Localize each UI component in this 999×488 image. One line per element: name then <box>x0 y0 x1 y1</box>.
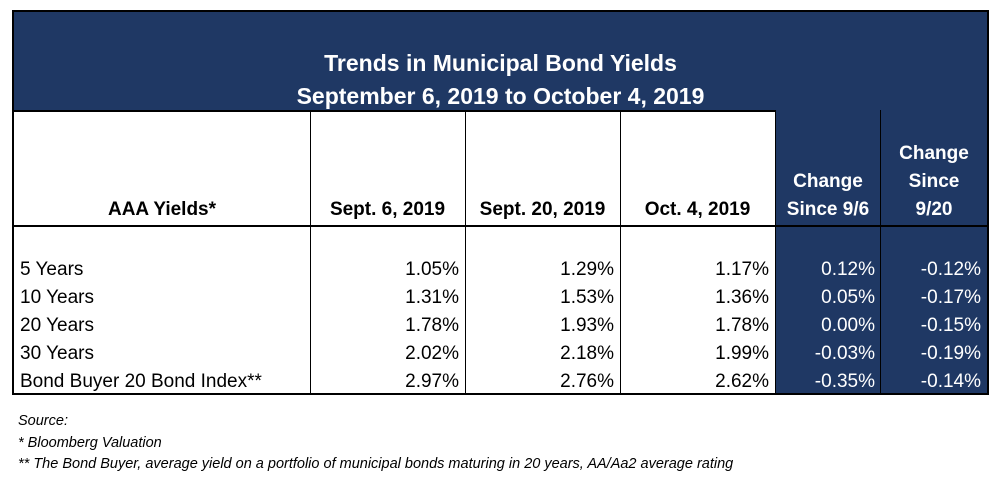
header-separator <box>14 225 987 227</box>
source-label: Source: <box>18 413 68 429</box>
column-header-change-since-9-6-line1: Change <box>793 171 863 192</box>
cell-change-since-9-20: -0.19% <box>920 343 981 364</box>
column-header-sept-20: Sept. 20, 2019 <box>479 199 606 220</box>
footnotes <box>18 411 733 476</box>
footnote-bloomberg: * Bloomberg Valuation <box>18 434 162 451</box>
cell-sept-6: 2.97% <box>405 371 459 392</box>
cell-oct-4: 1.17% <box>715 259 769 280</box>
cell-sept-6: 1.05% <box>405 259 459 280</box>
row-label: 5 Years <box>20 259 84 280</box>
cell-sept-6: 2.02% <box>405 343 459 364</box>
column-header-change-since-9-20-line3: 9/20 <box>915 199 953 220</box>
row-label: 10 Years <box>20 287 94 308</box>
cell-change-since-9-6: -0.35% <box>814 371 875 392</box>
footnote-bond-buyer: ** The Bond Buyer, average yield on a portfolio of municipal bonds maturing in 20 years, AA/Aa2 average rating <box>18 456 734 472</box>
table-title: Trends in Municipal Bond Yields <box>324 50 677 76</box>
column-header-sept-6: Sept. 6, 2019 <box>329 199 446 220</box>
cell-change-since-9-20: -0.12% <box>920 259 981 280</box>
column-header-change-since-9-20-line1: Change <box>899 143 969 164</box>
column-header-aaa-yields: AAA Yields* <box>107 199 217 220</box>
yields-table <box>12 10 989 395</box>
cell-sept-20: 2.18% <box>560 343 614 364</box>
cell-oct-4: 2.62% <box>715 371 769 392</box>
cell-sept-6: 1.78% <box>405 315 459 336</box>
cell-change-since-9-20: -0.14% <box>920 371 981 392</box>
cell-sept-20: 1.53% <box>560 287 614 308</box>
column-header-oct-4: Oct. 4, 2019 <box>644 199 751 220</box>
cell-change-since-9-20: -0.15% <box>920 315 981 336</box>
cell-sept-20: 1.93% <box>560 315 614 336</box>
cell-sept-20: 1.29% <box>560 259 614 280</box>
cell-oct-4: 1.99% <box>715 343 769 364</box>
cell-change-since-9-6: 0.00% <box>821 315 875 336</box>
table-banner <box>14 12 987 112</box>
row-label: Bond Buyer 20 Bond Index** <box>20 371 262 392</box>
cell-oct-4: 1.36% <box>715 287 769 308</box>
column-header-change-since-9-20-line2: Since <box>908 171 960 192</box>
cell-oct-4: 1.78% <box>715 315 769 336</box>
cell-change-since-9-20: -0.17% <box>920 287 981 308</box>
column-header-change-since-9-6-line2: Since 9/6 <box>786 199 870 220</box>
table-subtitle: September 6, 2019 to October 4, 2019 <box>296 83 705 109</box>
row-label: 30 Years <box>20 343 94 364</box>
cell-change-since-9-6: 0.05% <box>821 287 875 308</box>
cell-sept-20: 2.76% <box>560 371 614 392</box>
cell-change-since-9-6: -0.03% <box>814 343 875 364</box>
cell-change-since-9-6: 0.12% <box>821 259 875 280</box>
cell-sept-6: 1.31% <box>405 287 459 308</box>
row-label: 20 Years <box>20 315 94 336</box>
